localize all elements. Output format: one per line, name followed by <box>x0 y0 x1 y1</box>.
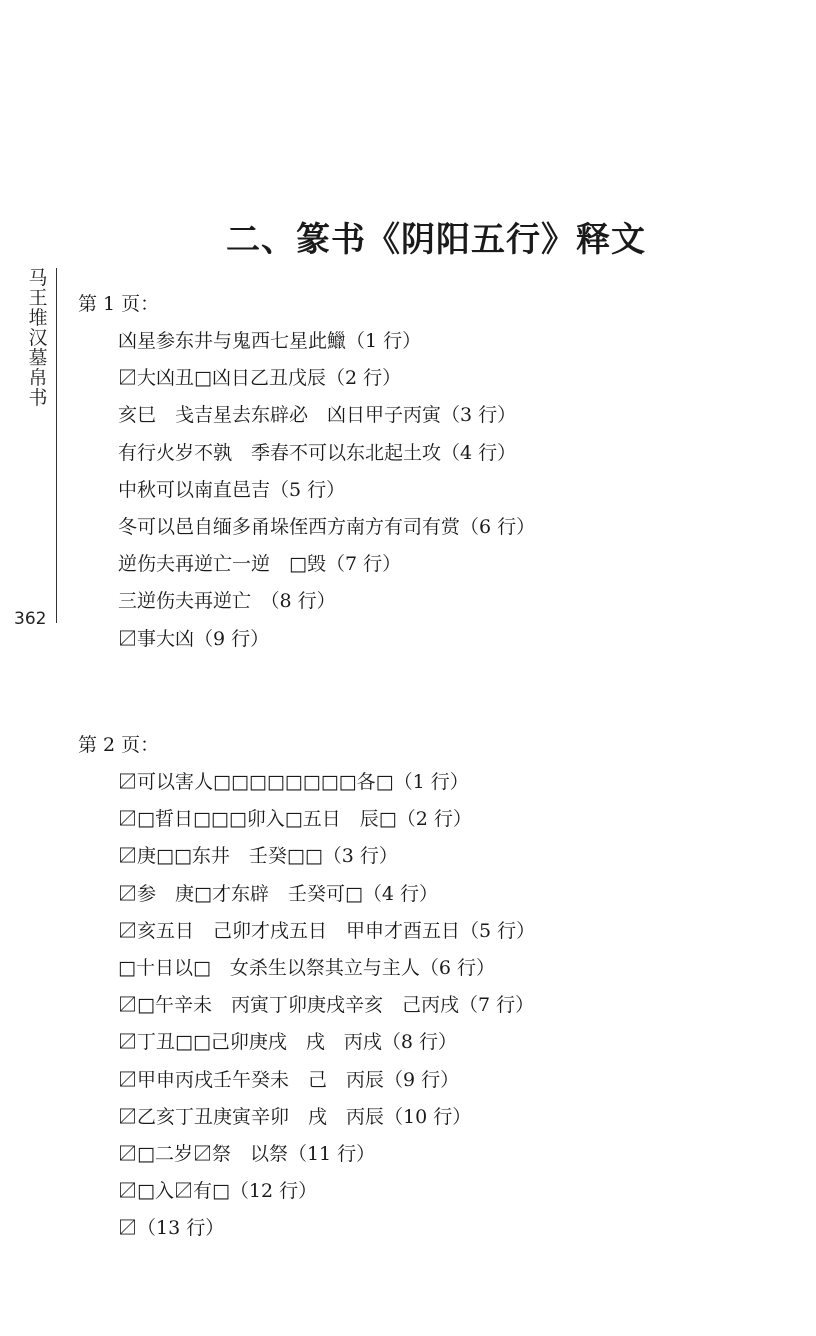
transcription-line: 有行火岁不孰 季春不可以东北起土攻（4 行） <box>118 441 517 464</box>
section-page-2 <box>78 727 778 1247</box>
transcription-lines <box>78 764 778 1247</box>
section-page-1 <box>78 286 778 658</box>
transcription-line: 〼丁丑□□己卯庚戌 戌 丙戌（8 行） <box>118 1031 458 1054</box>
transcription-line: 〼□午辛未 丙寅丁卯庚戌辛亥 己丙戌（7 行） <box>118 994 535 1017</box>
transcription-line: 凶星参东井与鬼西七星此鱲（1 行） <box>118 330 422 352</box>
transcription-line: 中秋可以南直邑吉（5 行） <box>118 478 346 501</box>
running-book-title: 马王堆汉墓帛书 <box>28 267 48 409</box>
transcription-line: 〼□二岁〼祭 以祭（11 行） <box>118 1142 376 1165</box>
transcription-line: 亥巳 戋吉星去东辟必 凶日甲子丙寅（3 行） <box>118 404 517 427</box>
transcription-line: 〼参 庚□才东辟 壬癸可□（4 行） <box>118 882 439 905</box>
transcription-line: 〼乙亥丁丑庚寅辛卯 戌 丙辰（10 行） <box>118 1105 472 1128</box>
transcription-line: 〼可以害人□□□□□□□□各□（1 行） <box>118 771 469 793</box>
transcription-line: 三逆伤夫再逆亡 （8 行） <box>118 590 336 613</box>
transcription-line: 〼大凶丑□凶日乙丑戊辰（2 行） <box>118 367 402 390</box>
transcription-lines <box>78 323 778 658</box>
transcription-line: 〼甲申丙戌壬午癸未 己 丙辰（9 行） <box>118 1068 460 1091</box>
margin-divider <box>56 268 57 623</box>
transcription-line: 〼事大凶（9 行） <box>118 627 270 650</box>
section-heading: 第 2 页： <box>78 734 160 756</box>
page-number: 362 <box>14 609 47 629</box>
transcription-line: 冬可以邑自缅多甬垛侄西方南方有司有赏（6 行） <box>118 515 536 538</box>
transcription-line: 逆伤夫再逆亡一逆 □毁（7 行） <box>118 553 402 576</box>
transcription-line: □十日以□ 女杀生以祭其立与主人（6 行） <box>118 956 496 979</box>
transcription-line: 〼□晢日□□□卯入□五日 辰□（2 行） <box>118 808 472 831</box>
transcription-line: 〼庚□□东井 壬癸□□（3 行） <box>118 845 398 868</box>
transcription-line: 〼（13 行） <box>118 1217 225 1240</box>
transcription-line: 〼□入〼有□（12 行） <box>118 1180 318 1203</box>
section-heading: 第 1 页： <box>78 293 160 315</box>
transcription-line: 〼亥五日 己卯才戌五日 甲申才酉五日（5 行） <box>118 919 536 942</box>
page-title: 二、篆书《阴阳五行》释文 <box>226 220 646 260</box>
